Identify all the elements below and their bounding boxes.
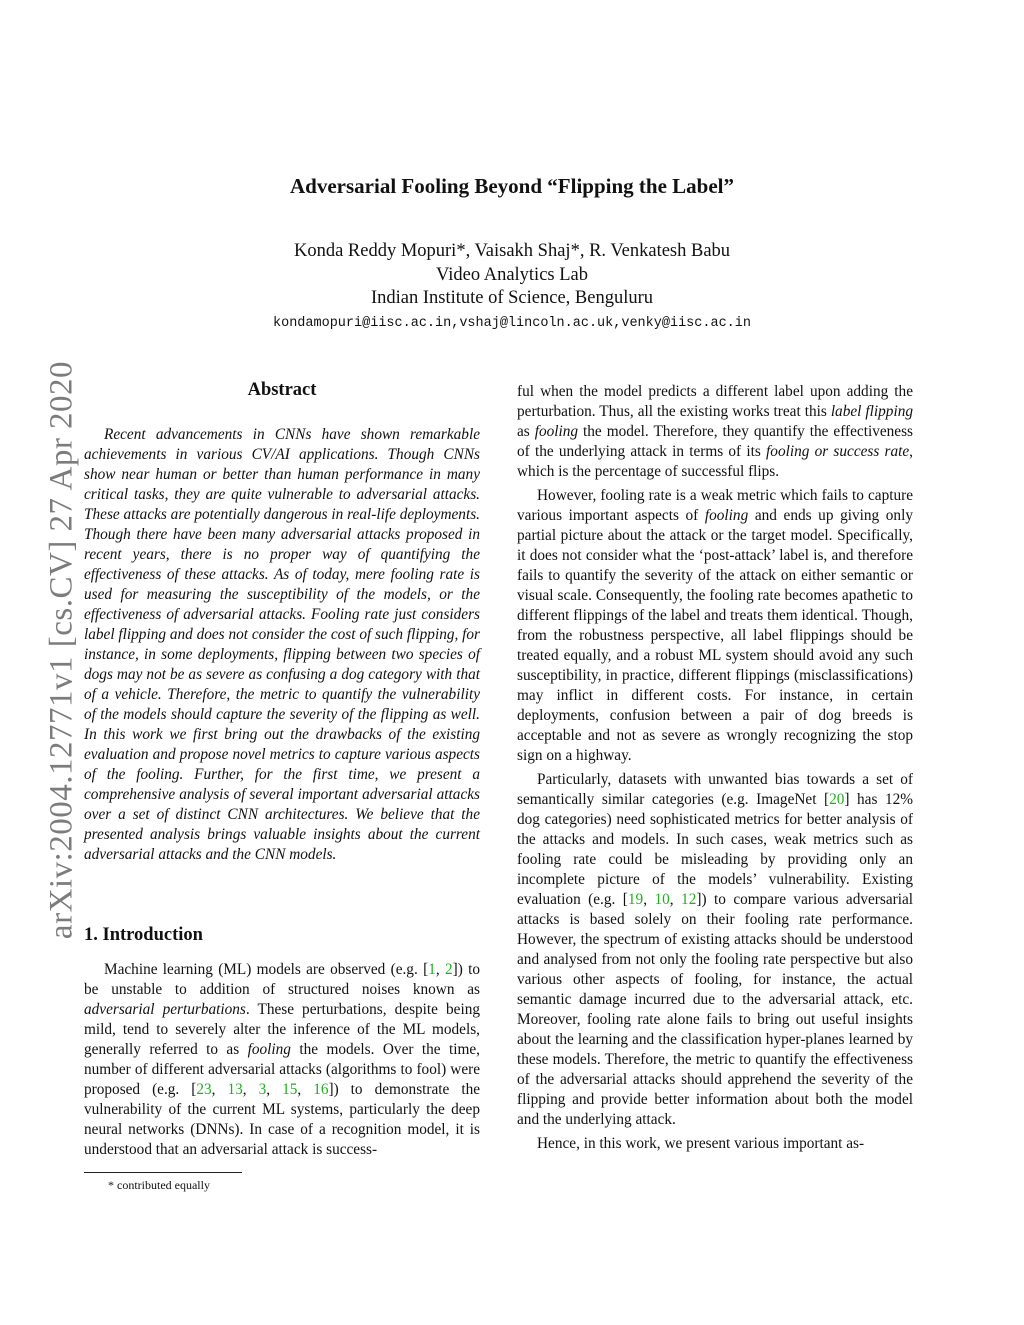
citation-link[interactable]: 1: [428, 961, 436, 978]
affiliation-institute: Indian Institute of Science, Benguluru: [370, 288, 654, 308]
citation-link[interactable]: 3: [258, 1081, 267, 1098]
intro-paragraph: Machine learning (ML) models are observed (e.g. [1, 2]) to be unstable to addition of structured noises known as adversarial perturbations. These perturbations, despite being mild, tend to severely alter the inference of the ML models, generally referred to as fooling the models. Over the time, number of different adversarial attacks (algorithms to fool) were proposed (e.g. [23, 13, 3, 15, 16]) to demonstrate the vulnerability of the current ML systems, particularly the deep neural networks (DNNs). In case of a recognition model, it is understood that an adversarial attack is success-: [84, 961, 481, 1158]
footnote: * contributed equally: [108, 1178, 210, 1192]
introduction-column-left: [84, 960, 480, 1164]
citation-link[interactable]: 12: [681, 891, 697, 908]
citation-link[interactable]: 15: [282, 1081, 298, 1098]
citation-link[interactable]: 20: [829, 791, 845, 808]
introduction-heading: 1. Introduction: [84, 925, 203, 945]
abstract-heading: Abstract: [247, 380, 317, 400]
body-paragraph: ful when the model predicts a different label upon adding the perturbation. Thus, all the existing works treat this label flipping as fooling the model. Therefore, they quantify the effectiveness of the underlying attack in terms of its fooling or success rate, which is the percentage of successful flips.: [517, 383, 913, 480]
citation-link[interactable]: 16: [313, 1081, 329, 1098]
footnote-divider: [84, 1172, 242, 1173]
citation-link[interactable]: 2: [444, 961, 453, 978]
introduction-column-right: [517, 382, 913, 1158]
arxiv-identifier-stamp: arXiv:2004.12771v1 [cs.CV] 27 Apr 2020: [43, 360, 80, 940]
citation-link[interactable]: 19: [627, 891, 644, 908]
body-paragraph: However, fooling rate is a weak metric which fails to capture various important aspects of fooling and ends up giving only partial picture about the attack or the target model. Specifically, it does not consider what the ‘post-attack’ label is, and therefore fails to quantify the severity of the attack on either semantic or visual scale. Consequently, the fooling rate becomes apathetic to different flippings of the label and treats them identical. Though, from the robustness perspective, all label flippings should be treated equally, and a robust ML system should avoid any such susceptibility, in practice, different flippings (misclassifications) may inflict in different costs. For instance, in certain deployments, confusion between a pair of dog breeds is acceptable and not as severe as wrongly recognizing the stop sign on a highway.: [517, 487, 913, 764]
citation-link[interactable]: 13: [227, 1081, 243, 1098]
body-paragraph: Hence, in this work, we present various important as-: [537, 1135, 865, 1152]
author-emails: kondamopuri@iisc.ac.in,vshaj@lincoln.ac.uk,venky@iisc.ac.in: [273, 316, 751, 331]
affiliation-lab: Video Analytics Lab: [436, 264, 588, 285]
author-names: Konda Reddy Mopuri*, Vaisakh Shaj*, R. Venkatesh Babu: [293, 241, 731, 261]
abstract-body: Recent advancements in CNNs have shown remarkable achievements in various CV/AI applications. Though CNNs show near human or better than human performance in many critical tasks, they are quite vulnerable to adversarial attacks. These attacks are potentially dangerous in real-life deployments. Though there have been many adversarial attacks proposed in recent years, there is no proper way of quantifying the effectiveness of these attacks. As of today, mere fooling rate is used for measuring the susceptibility of the models, or the effectiveness of adversarial attacks. Fooling rate just considers label flipping and does not consider the cost of such flipping, for instance, in some deployments, flipping between two species of dogs may not be as severe as confusing a dog category with that of a vehicle. Therefore, the metric to quantify the vulnerability of the models should capture the severity of the flipping as well. In this work we first bring out the drawbacks of the existing evaluation and propose novel metrics to capture various aspects of the fooling. Further, for the first time, we present a comprehensive analysis of several important adversarial attacks over a set of distinct CNN architectures. We believe that the presented analysis brings valuable insights about the current adversarial attacks and the CNN models.: [84, 426, 480, 863]
citation-link[interactable]: 10: [654, 891, 670, 908]
paper-title: Adversarial Fooling Beyond “Flipping the Label”: [290, 174, 734, 198]
body-paragraph: Particularly, datasets with unwanted bias towards a set of semantically similar categories (e.g. ImageNet [20] has 12% dog categories) need sophisticated metrics for better analysis of the attacks and models. In such cases, weak metrics such as fooling rate could be misleading by providing only an incomplete picture of the models’ vulnerability. Existing evaluation (e.g. [19, 10, 12]) to compare various adversarial attacks is based solely on their fooling rate performance. However, the spectrum of existing attacks should be understood and analysed from not only the fooling rate perspective but also various other aspects of fooling, for instance, the actual semantic damage incurred due to the adversarial attack, etc. Moreover, fooling rate alone fails to bring out useful insights about the learning and the classification hyper-planes learned by these models. Therefore, the metric to quantify the effectiveness of the adversarial attacks should apprehend the severity of the flipping and provide better information about both the model and the underlying attack.: [517, 771, 914, 1128]
citation-link[interactable]: 23: [196, 1081, 212, 1098]
author-block: [0, 240, 1024, 311]
